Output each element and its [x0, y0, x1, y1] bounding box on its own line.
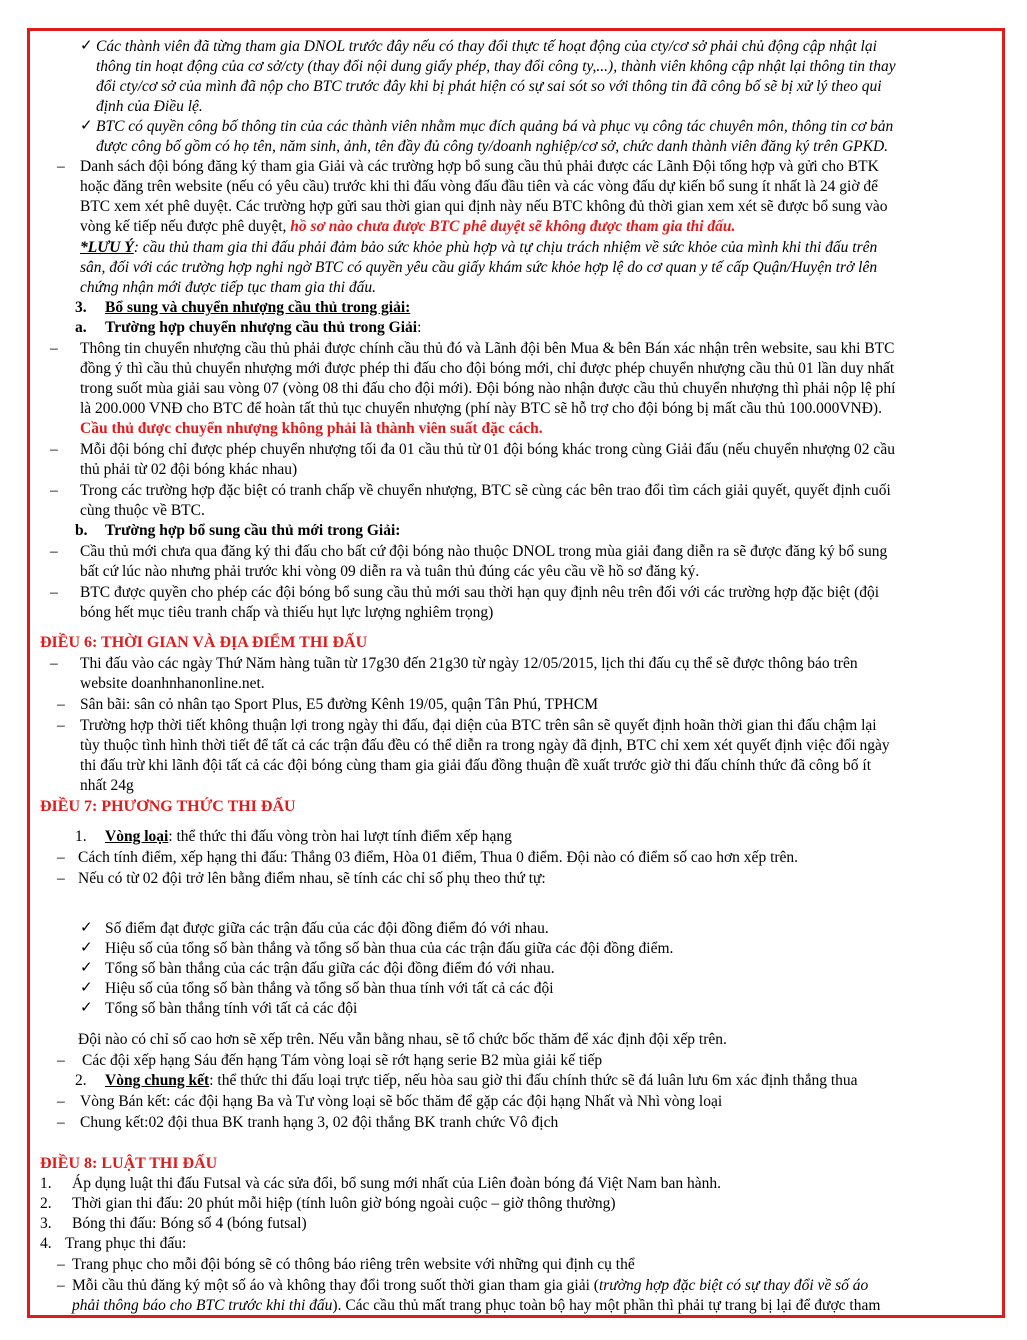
- item-number: 1.: [75, 828, 87, 845]
- article-heading: ĐIỀU 6: THỜI GIAN VÀ ĐỊA ĐIỂM THI ĐẤU: [40, 634, 368, 651]
- item-number: 4.: [40, 1235, 52, 1252]
- text-line: trong suốt mùa giải sau vòng 07 (vòng 08 thi đấu cho đội mới). Đội bóng nào nhận được cầu thủ chuyển nhượng thì phải nộp lệ phí: [80, 380, 896, 397]
- check-icon: ✓: [80, 38, 93, 54]
- text-span: : thể thức thi đấu loại trực tiếp, nếu hòa sau giờ thi đấu chính thức sẽ đá luân lưu 6m xác định thắng thua: [209, 1072, 858, 1089]
- dash-bullet: –: [57, 1093, 65, 1110]
- dash-bullet: –: [57, 1256, 65, 1273]
- text-line: Các đội xếp hạng Sáu đến hạng Tám vòng loại sẽ rớt hạng serie B2 mùa giải kế tiếp: [82, 1052, 603, 1069]
- text-line: bất cứ lúc nào nhưng phải trước khi vòng 09 diễn ra và tuân thủ đúng các yêu cầu về hồ sơ đăng ký.: [80, 563, 700, 580]
- text-line: website doanhnhanonline.net.: [80, 675, 265, 692]
- item-number: 3.: [40, 1215, 52, 1232]
- dash-bullet: –: [57, 696, 65, 713]
- subsection-letter: b.: [75, 522, 88, 539]
- text-span: : cầu thủ tham gia thi đấu phải đảm bảo sức khỏe phù hợp và tự chịu trách nhiệm về sức khỏe của mình khi thi đấu trên: [133, 239, 878, 256]
- check-icon: ✓: [80, 1000, 93, 1016]
- text-line: Vòng Bán kết: các đội hạng Ba và Tư vòng loại sẽ bốc thăm để gặp các đội hạng Nhất và Nhì vòng loại: [80, 1093, 723, 1110]
- text-line: Đội nào có chỉ số cao hơn sẽ xếp trên. Nếu vẫn bằng nhau, sẽ tổ chức bốc thăm để xác định đội xếp trên.: [78, 1031, 727, 1048]
- text-line: chứng nhận mới được tiếp tục tham gia thi đấu.: [80, 279, 377, 296]
- dash-bullet: –: [57, 870, 65, 887]
- text-line: [72, 1296, 880, 1315]
- text-span: Trường hợp chuyển nhượng cầu thủ trong Giải: [105, 319, 418, 336]
- text-line: BTC xem xét phê duyệt. Các trường hợp gửi sau thời gian qui định này nếu BTC không đủ thời gian xem xét sẽ được bổ sung vào: [80, 198, 888, 215]
- dash-bullet: –: [50, 482, 58, 499]
- text-line: Nếu có từ 02 đội trở lên bằng điểm nhau, sẽ tính các chỉ số phụ theo thứ tự:: [78, 870, 546, 887]
- subsection-letter: a.: [75, 319, 87, 336]
- section-title: Bổ sung và chuyển nhượng cầu thủ trong giải:: [105, 299, 411, 316]
- text-line: cùng thuộc về BTC.: [80, 502, 205, 519]
- dash-bullet: –: [57, 158, 65, 175]
- text-span: : thể thức thi đấu vòng tròn hai lượt tính điểm xếp hạng: [168, 828, 512, 845]
- text-line: đổi cty/cơ sở của mình đã nộp cho BTC trước đây khi bị phát hiện có sự sai sót so với thông tin đã công bố sẽ bị xử lý theo qui: [96, 78, 882, 95]
- text-line: đồng ý thì cầu thủ chuyển nhượng mới được phép thi đấu cho đội bóng mới, chỉ được phép chuyển nhượng cầu thủ 01 lần duy nhất: [80, 360, 895, 377]
- text-line: Hiệu số của tổng số bàn thắng và tổng số bàn thua của các trận đấu giữa các đội đồng điểm.: [105, 940, 674, 957]
- text-line: [105, 1071, 858, 1090]
- text-line: Trong các trường hợp đặc biệt có tranh chấp về chuyển nhượng, BTC sẽ cùng các bên trao đổi tìm cách giải quyết, quyết định cuối: [80, 482, 891, 499]
- text-line: Trang phục thi đấu:: [65, 1235, 187, 1252]
- text-line: Cách tính điểm, xếp hạng thi đấu: Thắng 03 điểm, Hòa 01 điểm, Thua 0 điểm. Đội nào có điểm số cao hơn xếp trên.: [78, 849, 799, 866]
- text-line: Mỗi đội bóng chỉ được phép chuyển nhượng tối đa 01 cầu thủ từ 01 đội bóng khác trong cùng Giải đấu (nếu chuyển nhượng 02 cầu: [80, 441, 895, 458]
- text-line: Trường hợp thời tiết không thuận lợi trong ngày thi đấu, đại diện của BTC trên sân sẽ quyết định hoãn thời gian thi đấu chậm lại: [80, 717, 877, 734]
- text-line: [105, 827, 512, 846]
- text-line: Tổng số bàn thắng tính với tất cả các đội: [105, 1000, 358, 1017]
- text-line: Thi đấu vào các ngày Thứ Năm hàng tuần từ 17g30 đến 21g30 từ ngày 12/05/2015, lịch thi đấu cụ thể sẽ được thông báo trên: [80, 655, 858, 672]
- warning-text: hồ sơ nào chưa được BTC phê duyệt sẽ không được tham gia thi đấu.: [290, 218, 736, 235]
- dash-bullet: –: [57, 1277, 65, 1294]
- text-line: Thông tin chuyển nhượng cầu thủ phải được chính cầu thủ đó và Lãnh đội bên Mua & bên Bán xác nhận trên website, sau khi BTC: [80, 340, 895, 357]
- dash-bullet: –: [50, 543, 58, 560]
- text-span: vòng kế tiếp nếu được phê duyệt,: [80, 218, 291, 235]
- check-icon: ✓: [80, 118, 93, 134]
- article-heading: ĐIỀU 8: LUẬT THI ĐẤU: [40, 1155, 218, 1172]
- item-number: 1.: [40, 1175, 52, 1192]
- text-line: BTC được quyền cho phép các đội bóng bổ sung cầu thủ mới sau thời hạn quy định nêu trên đối với các trường hợp đặc biệt (đội: [80, 584, 880, 601]
- dash-bullet: –: [50, 441, 58, 458]
- text-line: Sân bãi: sân cỏ nhân tạo Sport Plus, E5 đường Kênh 19/05, quận Tân Phú, TPHCM: [80, 696, 599, 713]
- item-label: Vòng chung kết: [105, 1072, 210, 1089]
- text-span: Mỗi cầu thủ đăng ký một số áo và không thay đổi trong suốt thời gian tham gia giải (: [72, 1277, 599, 1294]
- section-number: 3.: [75, 299, 87, 316]
- text-line: Chung kết:02 đội thua BK tranh hạng 3, 02 đội thắng BK tranh chức Vô địch: [80, 1114, 559, 1131]
- text-line: Thời gian thi đấu: 20 phút mỗi hiệp (tính luôn giờ bóng ngoài cuộc – giờ thông thường): [72, 1195, 616, 1212]
- text-line: [72, 1276, 868, 1295]
- item-number: 2.: [40, 1195, 52, 1212]
- text-line: tùy thuộc tình hình thời tiết để tất cả các trận đấu đều có thể diễn ra trong ngày đã định, BTC chỉ xem xét quyết định việc đổi ngày: [80, 737, 890, 754]
- text-span: ). Các cầu thủ mất trang phục toàn bộ hay một phần thì phải tự trang bị lại để được tham: [332, 1297, 881, 1314]
- check-icon: ✓: [80, 960, 93, 976]
- subsection-title: [105, 318, 421, 337]
- check-icon: ✓: [80, 940, 93, 956]
- text-line: sân, đối với các trường hợp nghi ngờ BTC có quyền yêu cầu giấy khám sức khỏe hợp lệ do cơ quan y tế cấp Quận/Huyện trở lên: [80, 259, 878, 276]
- article-heading: ĐIỀU 7: PHƯƠNG THỨC THI ĐẤU: [40, 798, 296, 815]
- text-line: bóng hết mục tiêu tranh chấp và thiếu hụt lực lượng nghiêm trọng): [80, 604, 494, 621]
- note-label: *LƯU Ý: [80, 239, 134, 256]
- text-line: nhất 24g: [80, 777, 134, 794]
- text-line: là 200.000 VNĐ cho BTC để hoàn tất thủ tục chuyển nhượng (phí này BTC sẽ hỗ trợ cho đội bóng bị mất cầu thủ 100.000VNĐ).: [80, 400, 882, 417]
- text-line: Tổng số bàn thắng của các trận đấu giữa các đội đồng điểm đó với nhau.: [105, 960, 555, 977]
- subsection-title: Trường hợp bổ sung cầu thủ mới trong Giải:: [105, 522, 401, 539]
- text-line: thông tin hoạt động của cơ sở/cty (thay đổi nội dung giấy phép, thay đổi công ty,...), thành viên không cập nhật lại thông tin thay: [96, 58, 896, 75]
- dash-bullet: –: [57, 1052, 65, 1069]
- text-line: Áp dụng luật thi đấu Futsal và các sửa đổi, bổ sung mới nhất của Liên đoàn bóng đá Việt Nam ban hành.: [72, 1175, 722, 1192]
- text-line: thủ phải từ 02 đội bóng khác nhau): [80, 461, 298, 478]
- text-span: trường hợp đặc biệt có sự thay đổi về số áo: [598, 1277, 869, 1294]
- text-line: Danh sách đội bóng đăng ký tham gia Giải và các trường hợp bổ sung cầu thủ phải được các Lãnh Đội tổng hợp và gửi cho BTK: [80, 158, 879, 175]
- warning-text: Cầu thủ được chuyển nhượng không phải là thành viên suất đặc cách.: [80, 420, 543, 437]
- text-line: BTC có quyền công bố thông tin của các thành viên nhằm mục đích quảng bá và phục vụ công tác chuyên môn, thông tin cơ bản: [96, 118, 894, 135]
- text-line: Số điểm đạt được giữa các trận đấu của các đội đồng điểm đó với nhau.: [105, 920, 549, 937]
- text-line: định của Điều lệ.: [96, 98, 203, 115]
- text-span: phải thông báo cho BTC trước khi thi đấu: [72, 1297, 333, 1314]
- dash-bullet: –: [50, 340, 58, 357]
- text-line: Các thành viên đã từng tham gia DNOL trước đây nếu có thay đổi thực tế hoạt động của cty/cơ sở phải chủ động cập nhật lại: [96, 38, 877, 55]
- text-line: Cầu thủ mới chưa qua đăng ký thi đấu cho bất cứ đội bóng nào thuộc DNOL trong mùa giải đang diễn ra sẽ được đăng ký bổ sung: [80, 543, 888, 560]
- dash-bullet: –: [57, 717, 65, 734]
- text-line: [80, 217, 735, 236]
- text-line: Trang phục cho mỗi đội bóng sẽ có thông báo riêng trên website với những qui định cụ thể: [72, 1256, 635, 1273]
- check-icon: ✓: [80, 920, 93, 936]
- item-label: Vòng loại: [105, 828, 169, 845]
- note-line: [80, 238, 877, 257]
- text-line: hoặc đăng trên website (nếu có yêu cầu) trước khi thi đấu vòng đấu đầu tiên và các vòng đấu dự kiến bổ sung ít nhất là 24 giờ để: [80, 178, 879, 195]
- dash-bullet: –: [57, 849, 65, 866]
- check-icon: ✓: [80, 980, 93, 996]
- text-line: thi đấu trừ khi lãnh đội tất cả các đội bóng cùng tham gia giải đấu đồng thuận đề xuất trước giờ thi đấu chính thức đã công bố ít: [80, 757, 871, 774]
- dash-bullet: –: [50, 584, 58, 601]
- item-number: 2.: [75, 1072, 87, 1089]
- text-line: Bóng thi đấu: Bóng số 4 (bóng futsal): [72, 1215, 307, 1232]
- dash-bullet: –: [57, 1114, 65, 1131]
- dash-bullet: –: [50, 655, 58, 672]
- text-span: :: [417, 319, 422, 336]
- text-line: được công bố gồm có họ tên, năm sinh, ảnh, tên đầy đủ công ty/doanh nghiệp/cơ sở, chức danh thành viên đăng ký trên GPKD.: [96, 138, 889, 155]
- text-line: Hiệu số của tổng số bàn thắng và tổng số bàn thua tính với tất cả các đội: [105, 980, 554, 997]
